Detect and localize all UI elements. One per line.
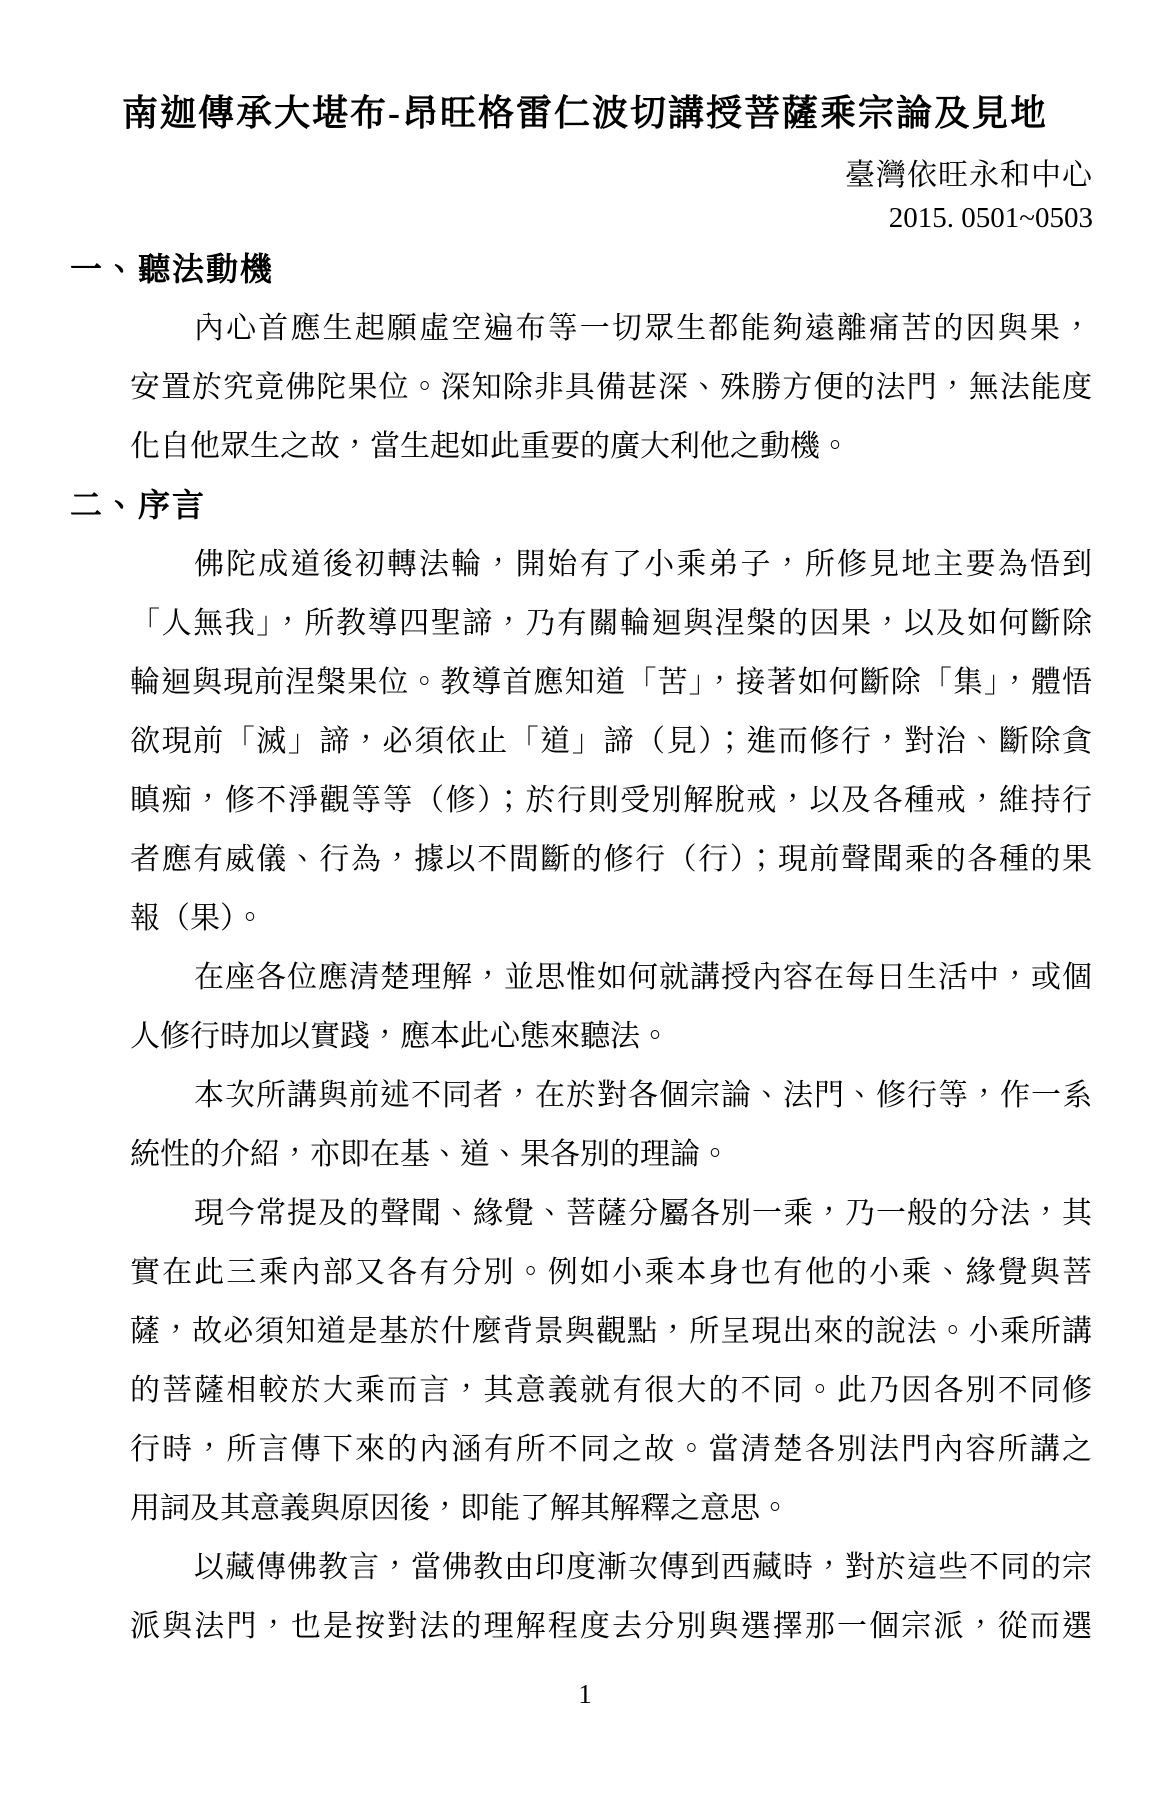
section-heading: 一、聽法動機 bbox=[70, 251, 275, 287]
paragraph bbox=[130, 1538, 1092, 1656]
paragraph bbox=[130, 1066, 1092, 1184]
text-line: 人修行時加以實踐，應本此心態來聽法。 bbox=[130, 1020, 670, 1053]
paragraph bbox=[130, 299, 1092, 476]
page-number: 1 bbox=[578, 1679, 592, 1709]
date-range-line: 2015. 0501~0503 bbox=[888, 202, 1093, 234]
paragraph bbox=[130, 948, 1092, 1066]
text-line: 派與法門，也是按對法的理解程度去分別與選擇那一個宗派，從而選 bbox=[130, 1610, 1092, 1643]
text-line: 安置於究竟佛陀果位。深知除非具備甚深、殊勝方便的法門，無法能度 bbox=[130, 371, 1092, 404]
text-line: 本次所講與前述不同者，在於對各個宗論、法門、修行等，作一系 bbox=[194, 1079, 1092, 1112]
document-title: 南迦傳承大堪布-昂旺格雷仁波切講授菩薩乘宗論及見地 bbox=[122, 93, 1048, 133]
text-line: 在座各位應清楚理解，並思惟如何就講授內容在每日生活中，或個 bbox=[194, 961, 1092, 994]
paragraph bbox=[130, 535, 1092, 948]
text-line: 瞋痴，修不淨觀等等（修）；於行則受別解脫戒，以及各種戒，維持行 bbox=[130, 784, 1092, 817]
text-line: 化自他眾生之故，當生起如此重要的廣大利他之動機。 bbox=[130, 430, 850, 463]
text-line: 薩，故必須知道是基於什麼背景與觀點，所呈現出來的說法。小乘所講 bbox=[130, 1315, 1092, 1348]
text-line: 輪迴與現前涅槃果位。教導首應知道「苦」，接著如何斷除「集」，體悟 bbox=[130, 666, 1092, 699]
text-line: 行時，所言傳下來的內涵有所不同之故。當清楚各別法門內容所講之 bbox=[130, 1433, 1092, 1466]
text-line: 欲現前「滅」諦，必須依止「道」諦（見）；進而修行，對治、斷除貪 bbox=[130, 725, 1092, 758]
organization-line: 臺灣依旺永和中心 bbox=[845, 159, 1093, 192]
text-line: 用詞及其意義與原因後，即能了解其解釋之意思。 bbox=[130, 1492, 790, 1525]
document-body bbox=[70, 240, 1092, 1656]
paragraph bbox=[130, 1184, 1092, 1538]
text-line: 佛陀成道後初轉法輪，開始有了小乘弟子，所修見地主要為悟到 bbox=[194, 548, 1092, 581]
text-line: 現今常提及的聲聞、緣覺、菩薩分屬各別一乘，乃一般的分法，其 bbox=[194, 1197, 1092, 1230]
text-line: 報（果）。 bbox=[130, 902, 265, 935]
text-line: 以藏傳佛教言，當佛教由印度漸次傳到西藏時，對於這些不同的宗 bbox=[194, 1551, 1092, 1584]
section-heading: 二、序言 bbox=[70, 487, 207, 523]
text-line: 「人無我」，所教導四聖諦，乃有關輪迴與涅槃的因果，以及如何斷除 bbox=[130, 607, 1092, 640]
text-line: 的菩薩相較於大乘而言，其意義就有很大的不同。此乃因各別不同修 bbox=[130, 1374, 1092, 1407]
text-line: 內心首應生起願虛空遍布等一切眾生都能夠遠離痛苦的因與果， bbox=[194, 312, 1092, 345]
text-line: 者應有威儀、行為，據以不間斷的修行（行）；現前聲聞乘的各種的果 bbox=[130, 843, 1092, 876]
text-line: 統性的介紹，亦即在基、道、果各別的理論。 bbox=[130, 1138, 730, 1171]
text-line: 實在此三乘內部又各有分別。例如小乘本身也有他的小乘、緣覺與菩 bbox=[130, 1256, 1092, 1289]
